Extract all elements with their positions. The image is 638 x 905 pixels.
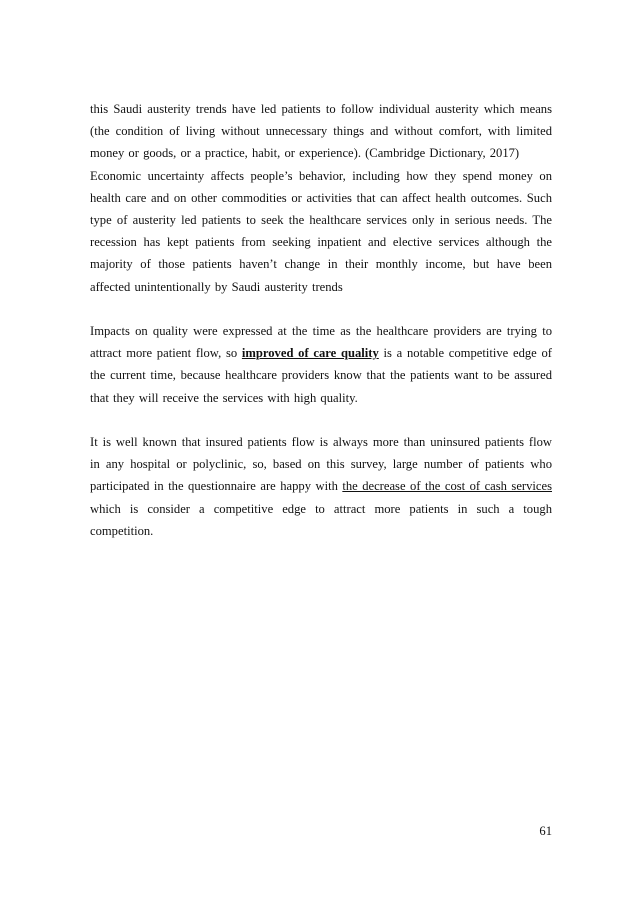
paragraph-text: which is consider a competitive edge to attract more patients in such a tough competition. [90, 501, 552, 538]
paragraph-text: It is well known that insured patients flow is always more than uninsured patients flow in any hospital or polyclinic, so, based on this survey, large number of patients who participated in the questionnaire are happy with [90, 435, 552, 494]
paragraph-text: Impacts on quality were expressed at the time as the healthcare providers are trying to attract more patient flow, so [90, 324, 552, 361]
paragraph-economic-uncertainty: Economic uncertainty affects people’s behavior, including how they spend money on health care and on other commodities or activities that can affect health outcomes. Such type of austerity led patients to seek the healthcare services only in serious needs. The recession has kept patients from seeking inpatient and elective services although the majority of those patients haven’t change in their monthly income, but have been affected unintentionally by Saudi austerity trends [90, 168, 552, 294]
emphasis-cost-decrease: the decrease of the cost of cash services [342, 479, 552, 494]
emphasis-care-quality: improved of care quality [241, 346, 379, 361]
paragraph-text: is a notable competitive edge of the current time, because healthcare providers know that the patients want to be assured that they will receive the services with high quality. [90, 346, 552, 405]
paragraph-austerity-definition: this Saudi austerity trends have led patients to follow individual austerity which means (the condition of living without unnecessary things and without comfort, with limited money or goods, or a practice, habit, or experience). (Cambridge Dictionary, 2017) [90, 102, 552, 161]
paragraph-spacer [90, 298, 552, 320]
page-number: 61 [539, 824, 552, 838]
paragraph-insured-patients [90, 431, 552, 542]
document-body [90, 98, 552, 542]
paragraph-spacer [90, 409, 552, 431]
paragraph-impacts-on-quality [90, 320, 552, 409]
